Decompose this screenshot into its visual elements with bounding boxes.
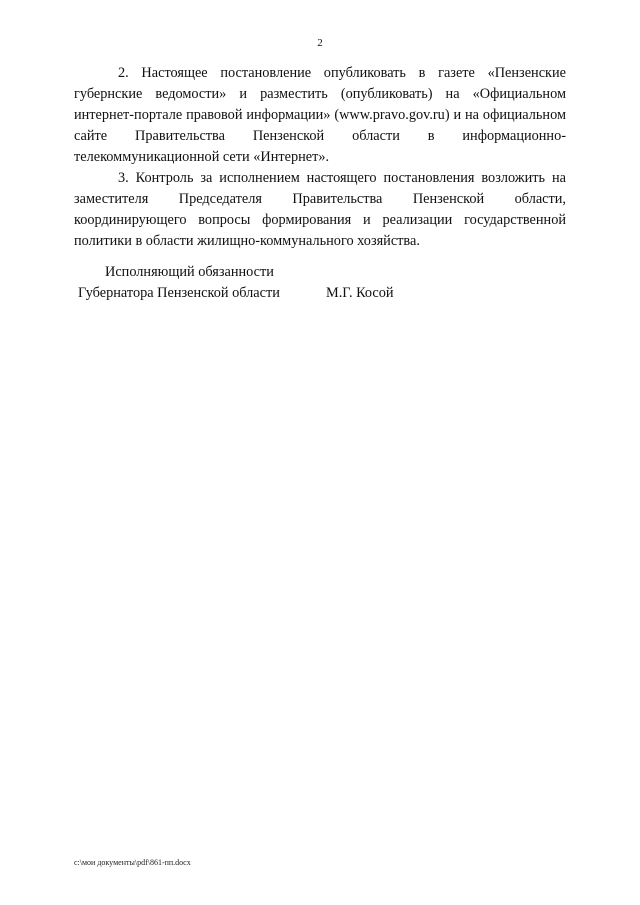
page-number: 2 [317, 37, 323, 49]
signatory-title-line2: Губернатора Пензенской области [78, 285, 280, 301]
signatory-name: М.Г. Косой [326, 285, 394, 301]
paragraph-publication: 2. Настоящее постановление опубликовать в газете «Пензенские губернские ведомости» и разместить (опубликовать) на «Официальном интернет-портале правовой информации» (www.pravo.gov.ru) и на официальном сайте Правительства Пензенской области в информационно-телекоммуникационной сети «Интернет». [74, 65, 566, 165]
document-body [74, 63, 566, 252]
footer-file-path: c:\мои документы\pdf\861-пп.docx [74, 858, 191, 867]
paragraph-control: 3. Контроль за исполнением настоящего постановления возложить на заместителя Председателя Правительства Пензенской области, координирующего вопросы формирования и реализации государственной политики в области жилищно-коммунального хозяйства. [74, 170, 566, 249]
signatory-title-line1: Исполняющий обязанности [105, 264, 274, 280]
